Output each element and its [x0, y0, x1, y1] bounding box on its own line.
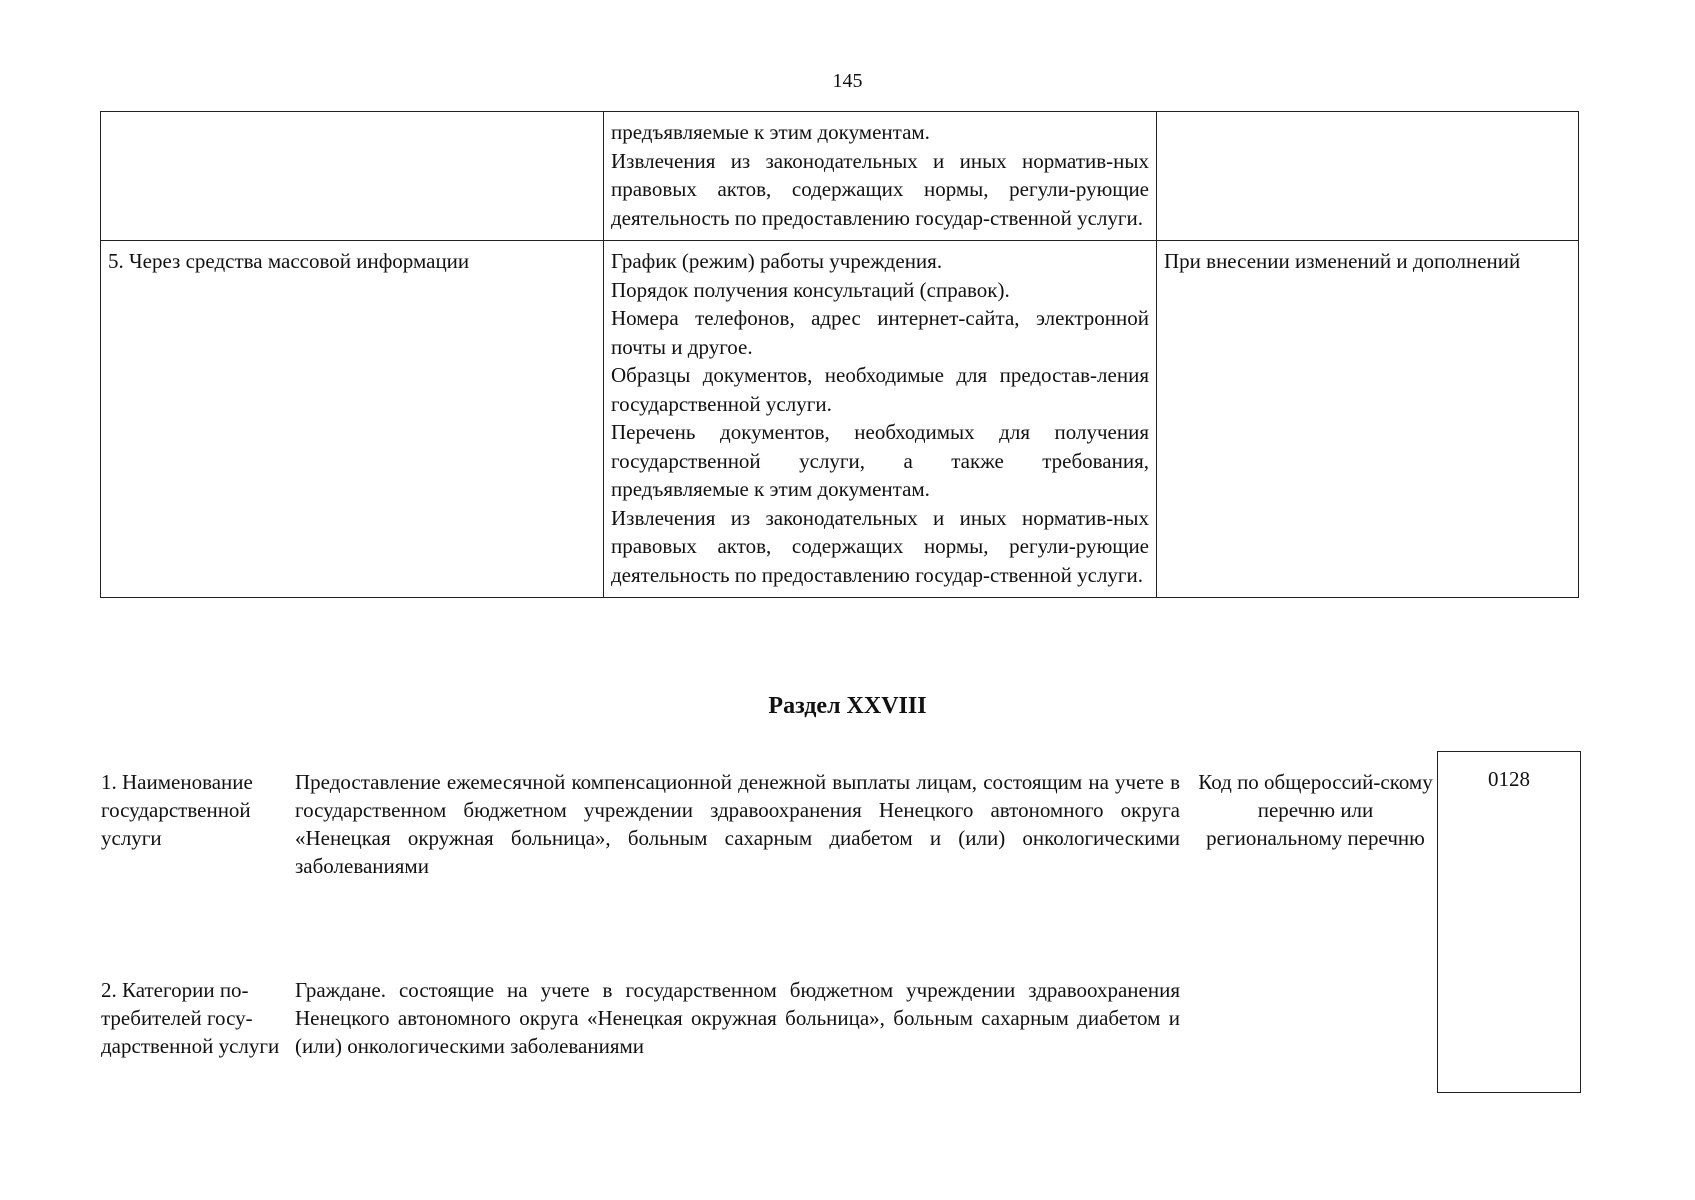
consumer-categories-text: Граждане. состоящие на учете в государственном бюджетном учреждении здравоохранения Ненецкого автономного округа «Ненецкая окружная больница», больным сахарным диабетом и (или) онкологическими заболеваниями [295, 978, 1180, 1058]
registry-code-box [1437, 751, 1581, 1093]
table-row [101, 241, 1579, 598]
table-cell-method: 5. Через средства массовой информации [101, 241, 604, 598]
page-number: 145 [832, 70, 863, 92]
content-line: Извлечения из законодательных и иных норматив-ных правовых актов, содержащих нормы, регули-рующие деятельность по предоставлению государ-ственной услуги. [611, 505, 1149, 587]
content-line: Номера телефонов, адрес интернет-сайта, электронной почты и другое. [611, 306, 1149, 359]
table-cell-content [604, 241, 1157, 598]
service-name-text: Предоставление ежемесячной компенсационной денежной выплаты лицам, состоящим на учете в государственном бюджетном учреждении здравоохранения Ненецкого автономного округа «Ненецкая окружная больница», больным сахарным диабетом и (или) онкологическими заболеваниями [295, 770, 1180, 878]
content-line: Порядок получения консультаций (справок). [611, 277, 1010, 302]
table-cell-method [101, 112, 604, 241]
content-line: График (режим) работы учреждения. [611, 249, 943, 273]
registry-code-label: Код по общероссий-скому перечню или региональному перечню [1198, 770, 1433, 850]
section-title: Раздел XXVIII [768, 693, 927, 719]
consumer-categories-label: 2. Категории по-требителей госу-дарственной услуги [101, 978, 280, 1058]
table-cell-frequency [1157, 112, 1579, 241]
content-line: Извлечения из законодательных и иных норматив-ных правовых актов, содержащих нормы, регули-рующие деятельность по предоставлению государ-ственной услуги. [611, 148, 1149, 230]
service-name-label: 1. Наименование государственной услуги [101, 770, 253, 850]
table-row [101, 112, 1579, 241]
table-cell-frequency: При внесении изменений и дополнений [1157, 241, 1579, 598]
table-cell-content [604, 112, 1157, 241]
content-line: Перечень документов, необходимых для получения государственной услуги, а также требования, предъявляемые к этим документам. [611, 420, 1149, 501]
content-line: предъявляемые к этим документам. [611, 120, 930, 144]
services-info-table [100, 111, 1579, 598]
content-line: Образцы документов, необходимые для предостав-ления государственной услуги. [611, 363, 1149, 416]
registry-code-value: 0128 [1488, 767, 1530, 791]
